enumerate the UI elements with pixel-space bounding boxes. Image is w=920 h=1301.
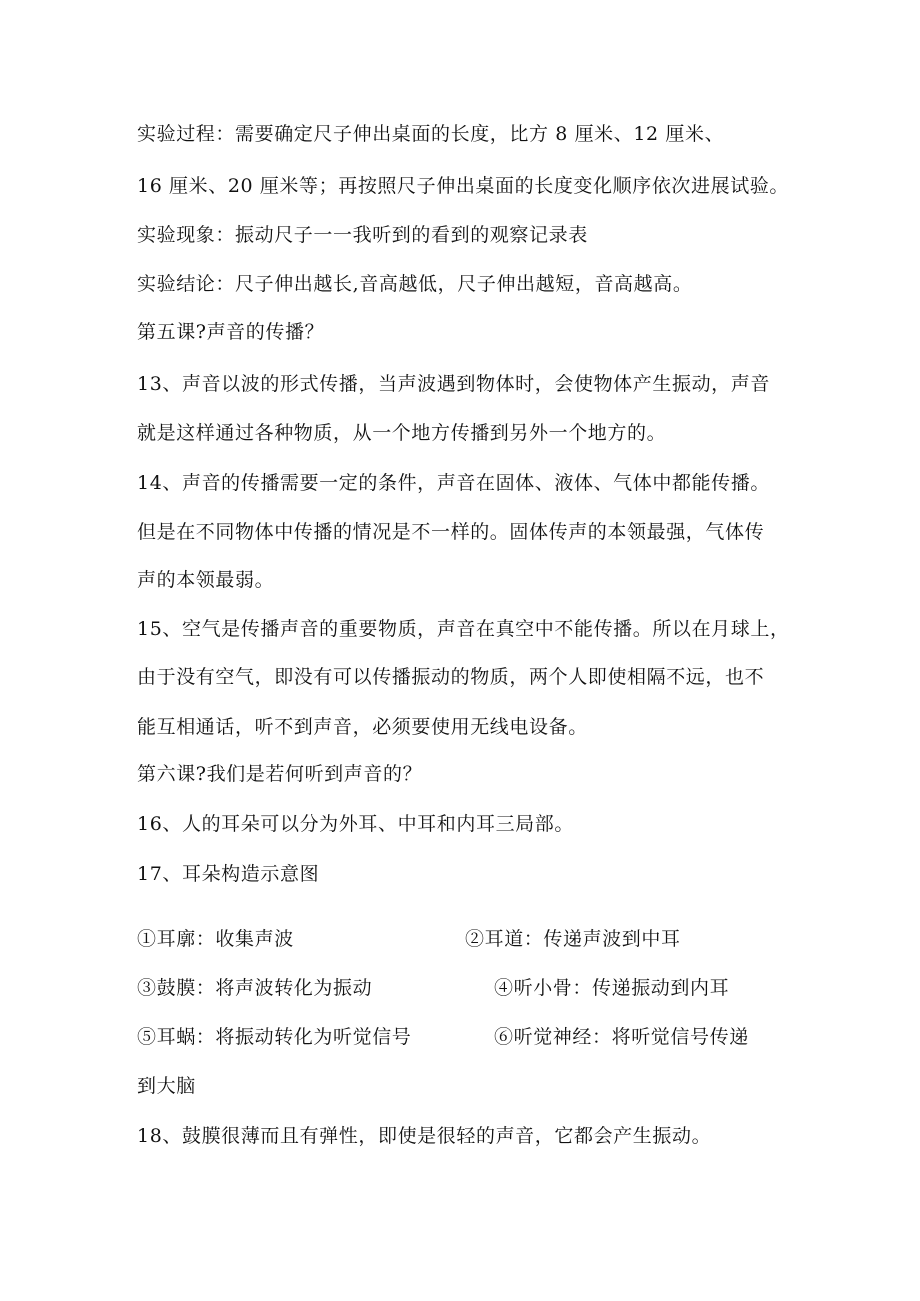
text-line: 由于没有空气，即没有可以传播振动的物质，两个人即使相隔不远，也不	[137, 666, 765, 688]
ear-part-left: ①耳廓：收集声波	[137, 928, 294, 950]
text-line: 就是这样通过各种物质，从一个地方传播到另外一个地方的。	[137, 422, 667, 444]
section-heading: 第六课?我们是若何听到声音的？	[137, 763, 423, 785]
ear-part-right: ④听小骨：传递振动到内耳	[494, 977, 730, 999]
ear-part-left: ③鼓膜：将声波转化为振动	[137, 977, 373, 999]
text-line: 实验现象：振动尺子一一我听到的看到的观察记录表	[137, 224, 588, 246]
text-line: 实验结论：尺子伸出越长,音高越低，尺子伸出越短，音高越高。	[137, 273, 693, 295]
text-line: 17、耳朵构造示意图	[137, 863, 320, 885]
text-line: 声的本领最弱。	[137, 569, 275, 591]
section-heading: 第五课?声音的传播？	[137, 321, 325, 343]
ear-part-right: ②耳道：传递声波到中耳	[465, 928, 681, 950]
text-line: 实验过程：需要确定尺子伸出桌面的长度，比方 8 厘米、12 厘米、	[137, 123, 725, 145]
text-line: 能互相通话，听不到声音，必须要使用无线电设备。	[137, 716, 588, 738]
ear-part-right: ⑥听觉神经：将听觉信号传递	[494, 1026, 749, 1048]
text-line: 16 厘米、20 厘米等；再按照尺子伸出桌面的长度变化顺序依次进展试验。	[137, 175, 790, 197]
text-line: 14、声音的传播需要一定的条件，声音在固体、液体、气体中都能传播。	[137, 472, 770, 494]
text-line: 15、空气是传播声音的重要物质，声音在真空中不能传播。所以在月球上，	[137, 618, 790, 640]
text-line: 到大脑	[137, 1075, 196, 1097]
text-line: 18、鼓膜很薄而且有弹性，即使是很轻的声音，它都会产生振动。	[137, 1125, 712, 1147]
text-line: 但是在不同物体中传播的情况是不一样的。固体传声的本领最强，气体传	[137, 521, 765, 543]
ear-part-left: ⑤耳蜗：将振动转化为听觉信号	[137, 1026, 412, 1048]
text-line: 16、人的耳朵可以分为外耳、中耳和内耳三局部。	[137, 813, 574, 835]
text-line: 13、声音以波的形式传播，当声波遇到物体时，会使物体产生振动，声音	[137, 373, 770, 395]
